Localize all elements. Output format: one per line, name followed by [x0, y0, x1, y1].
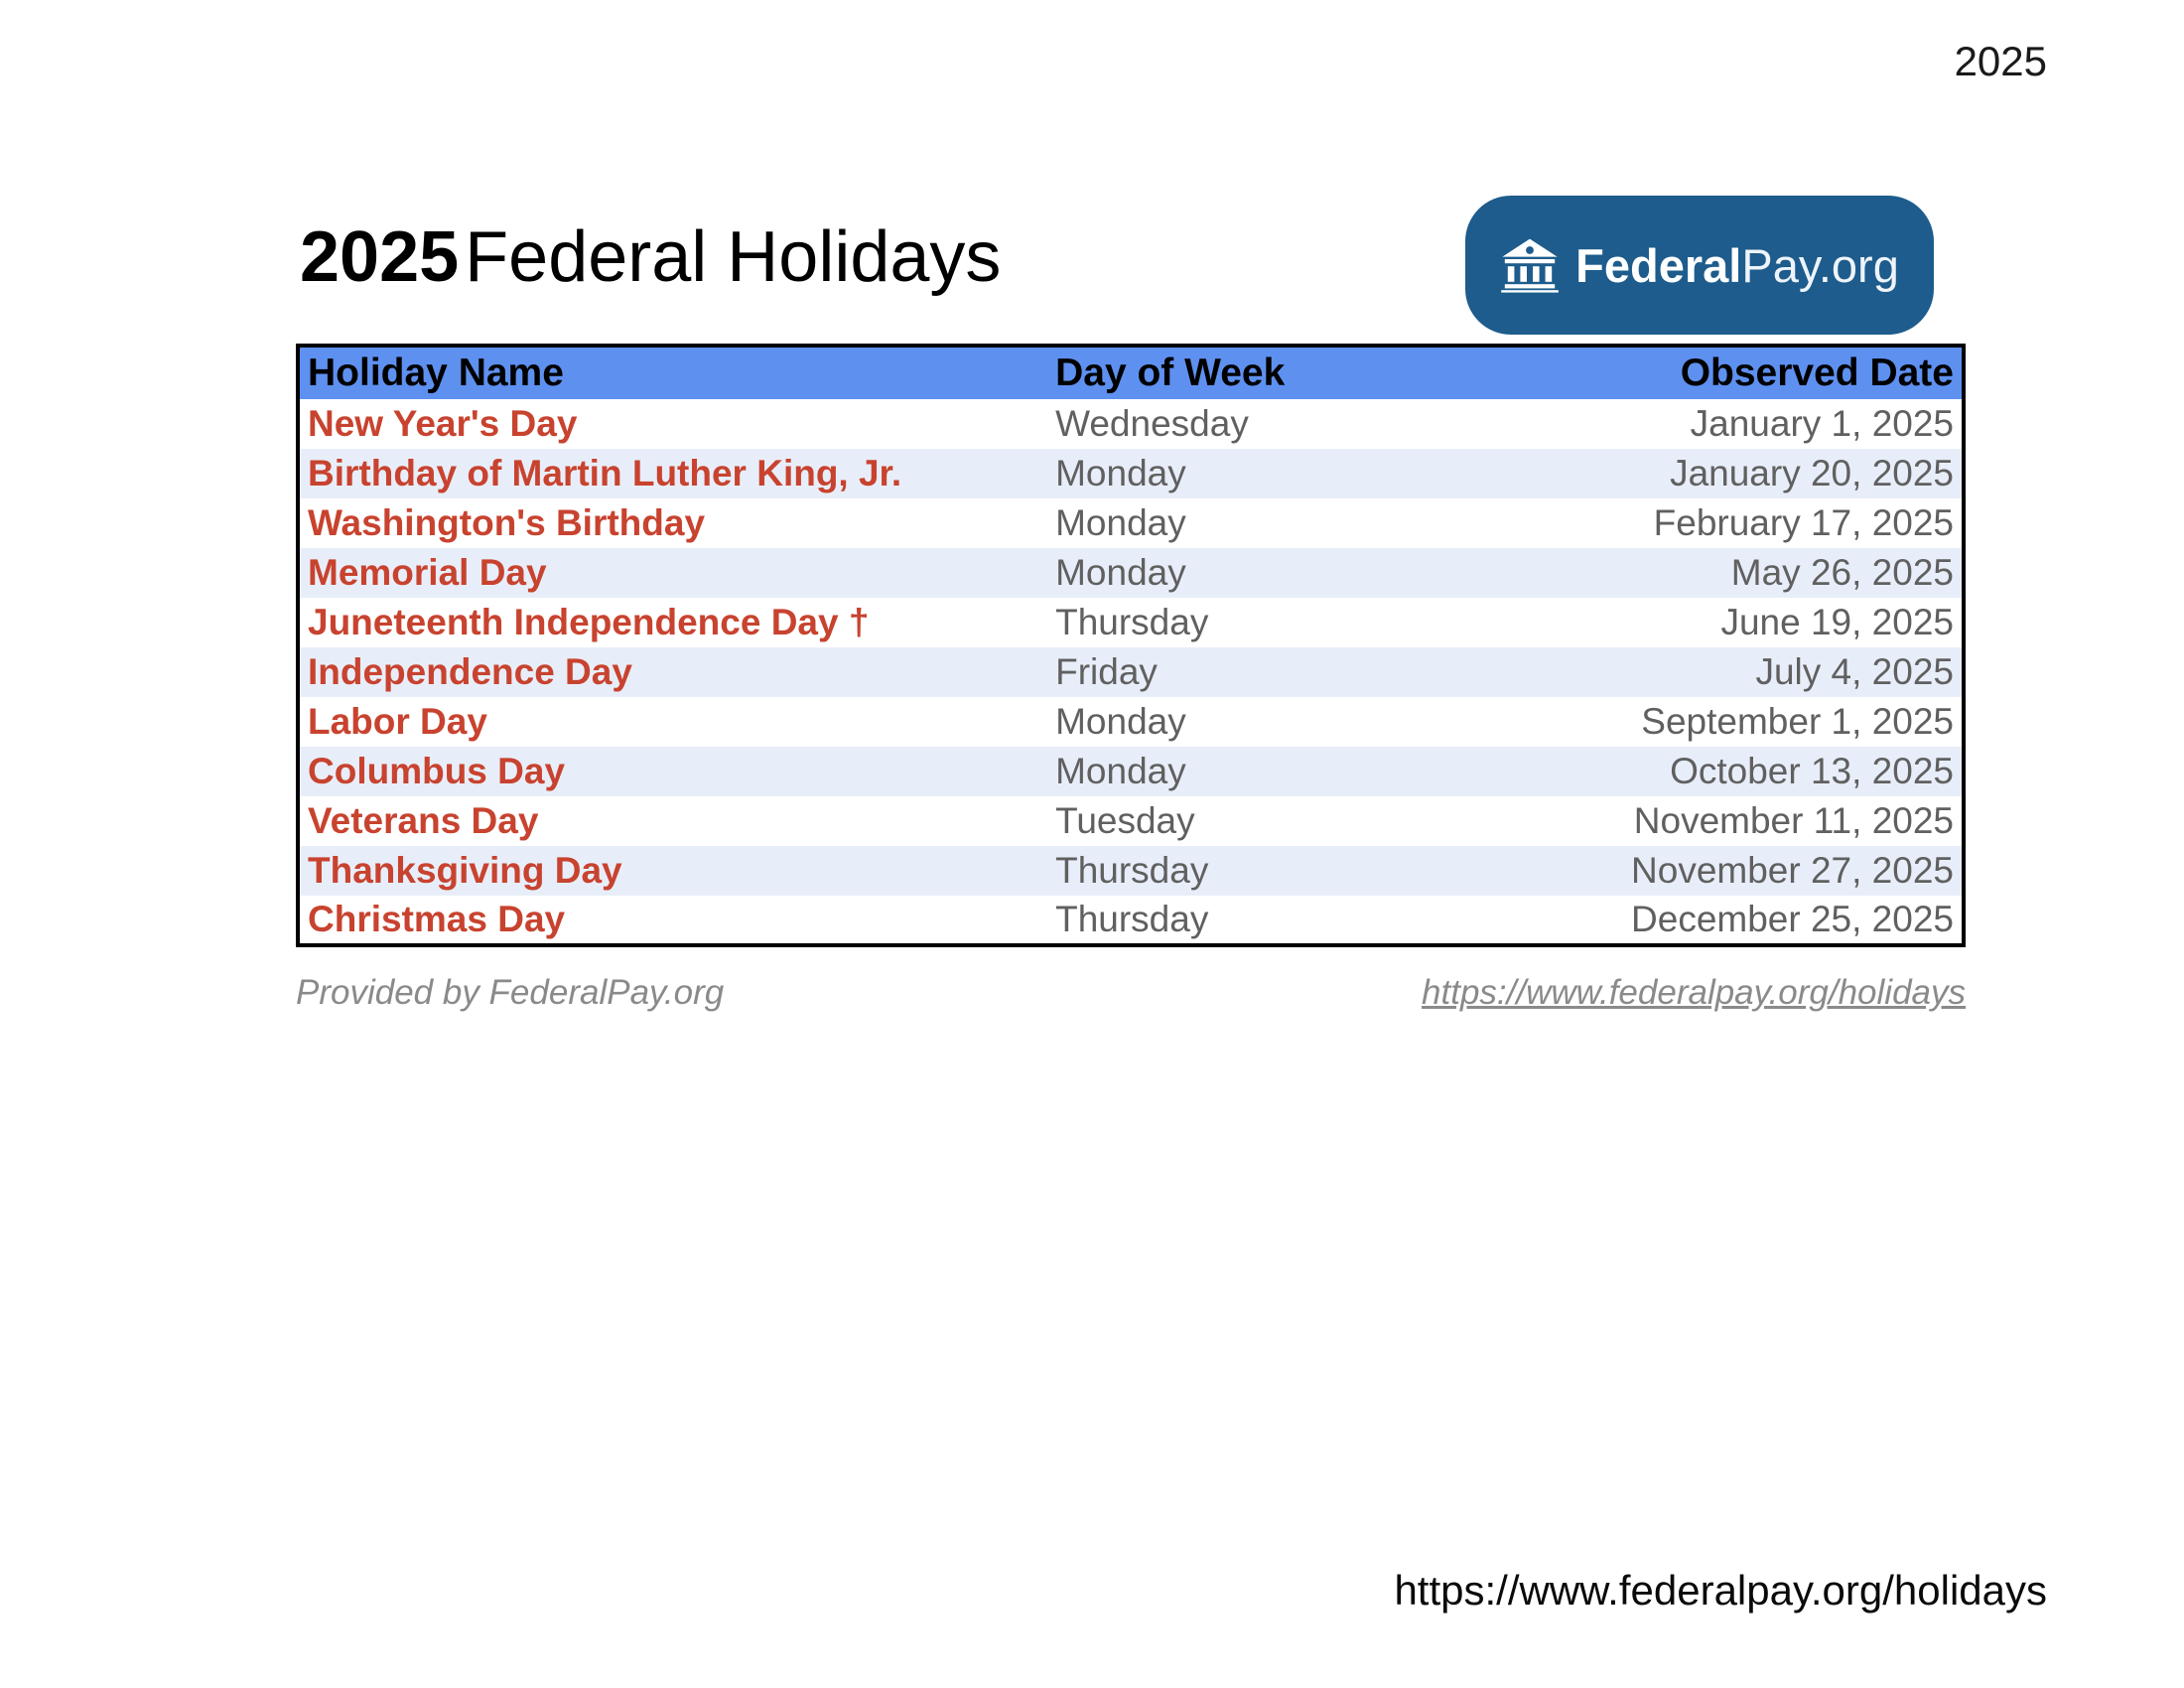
- print-header-year: 2025: [1954, 38, 2047, 84]
- print-footer-url: https://www.federalpay.org/holidays: [1394, 1567, 2047, 1614]
- day-of-week-cell: Monday: [1055, 701, 1186, 742]
- day-of-week-cell: Monday: [1055, 552, 1186, 593]
- observed-date-cell: November 27, 2025: [1631, 850, 1954, 891]
- table-row: [298, 399, 1964, 449]
- header-holiday-name: Holiday Name: [298, 346, 1047, 399]
- day-of-week-cell: Wednesday: [1055, 403, 1249, 444]
- observed-date-cell: May 26, 2025: [1730, 552, 1954, 593]
- header-observed-date: Observed Date: [1447, 346, 1964, 399]
- observed-date-cell: September 1, 2025: [1641, 701, 1954, 742]
- page-title-text: Federal Holidays: [465, 217, 1002, 297]
- table-row: [298, 697, 1964, 747]
- observed-date-cell: February 17, 2025: [1653, 502, 1954, 543]
- day-of-week-cell: Thursday: [1055, 899, 1209, 939]
- observed-date-cell: November 11, 2025: [1633, 800, 1954, 841]
- day-of-week-cell: Friday: [1055, 651, 1158, 692]
- federalpay-logo[interactable]: [1465, 196, 1934, 335]
- holiday-name-cell: Independence Day: [308, 651, 632, 692]
- observed-date-cell: December 25, 2025: [1631, 899, 1954, 939]
- day-of-week-cell: Monday: [1055, 453, 1186, 493]
- day-of-week-cell: Thursday: [1055, 602, 1209, 642]
- provided-by-text: Provided by FederalPay.org: [296, 973, 725, 1012]
- holiday-name-cell: Labor Day: [308, 701, 487, 742]
- header-day-of-week: Day of Week: [1047, 346, 1447, 399]
- table-row: [298, 449, 1964, 498]
- day-of-week-cell: Monday: [1055, 502, 1186, 543]
- holiday-name-cell: Washington's Birthday: [308, 502, 706, 543]
- holiday-name-cell: New Year's Day: [308, 403, 578, 444]
- table-row: [298, 796, 1964, 846]
- holiday-name-cell: Thanksgiving Day: [308, 850, 622, 891]
- holiday-name-cell: Christmas Day: [308, 899, 566, 939]
- page-title-year: 2025: [300, 217, 460, 297]
- table-row: [298, 896, 1964, 945]
- holidays-table: [296, 344, 1966, 947]
- table-row: [298, 598, 1964, 647]
- holiday-name-cell: Veterans Day: [308, 800, 539, 841]
- observed-date-cell: June 19, 2025: [1720, 602, 1954, 642]
- table-row: [298, 548, 1964, 598]
- table-row: [298, 498, 1964, 548]
- day-of-week-cell: Monday: [1055, 751, 1186, 791]
- observed-date-cell: July 4, 2025: [1755, 651, 1954, 692]
- holiday-name-cell: Birthday of Martin Luther King, Jr.: [308, 453, 902, 493]
- bank-icon: [1500, 237, 1560, 293]
- holiday-name-cell: Juneteenth Independence Day †: [308, 602, 870, 642]
- logo-wordmark-payorg: Pay.org: [1741, 238, 1899, 292]
- table-row: [298, 747, 1964, 796]
- logo-wordmark-federal: Federal: [1575, 238, 1742, 292]
- table-row: [298, 647, 1964, 697]
- observed-date-cell: January 1, 2025: [1690, 403, 1954, 444]
- day-of-week-cell: Tuesday: [1055, 800, 1195, 841]
- footer-holidays-link[interactable]: https://www.federalpay.org/holidays: [1422, 973, 1966, 1012]
- table-footer: [296, 973, 1966, 1013]
- table-row: [298, 846, 1964, 896]
- holiday-rows: [298, 399, 1964, 945]
- observed-date-cell: January 20, 2025: [1670, 453, 1954, 493]
- page-title: [300, 216, 1001, 298]
- logo-wordmark: [1575, 238, 1899, 293]
- holiday-name-cell: Memorial Day: [308, 552, 547, 593]
- day-of-week-cell: Thursday: [1055, 850, 1209, 891]
- holiday-name-cell: Columbus Day: [308, 751, 566, 791]
- observed-date-cell: October 13, 2025: [1670, 751, 1954, 791]
- table-header-row: [298, 346, 1964, 399]
